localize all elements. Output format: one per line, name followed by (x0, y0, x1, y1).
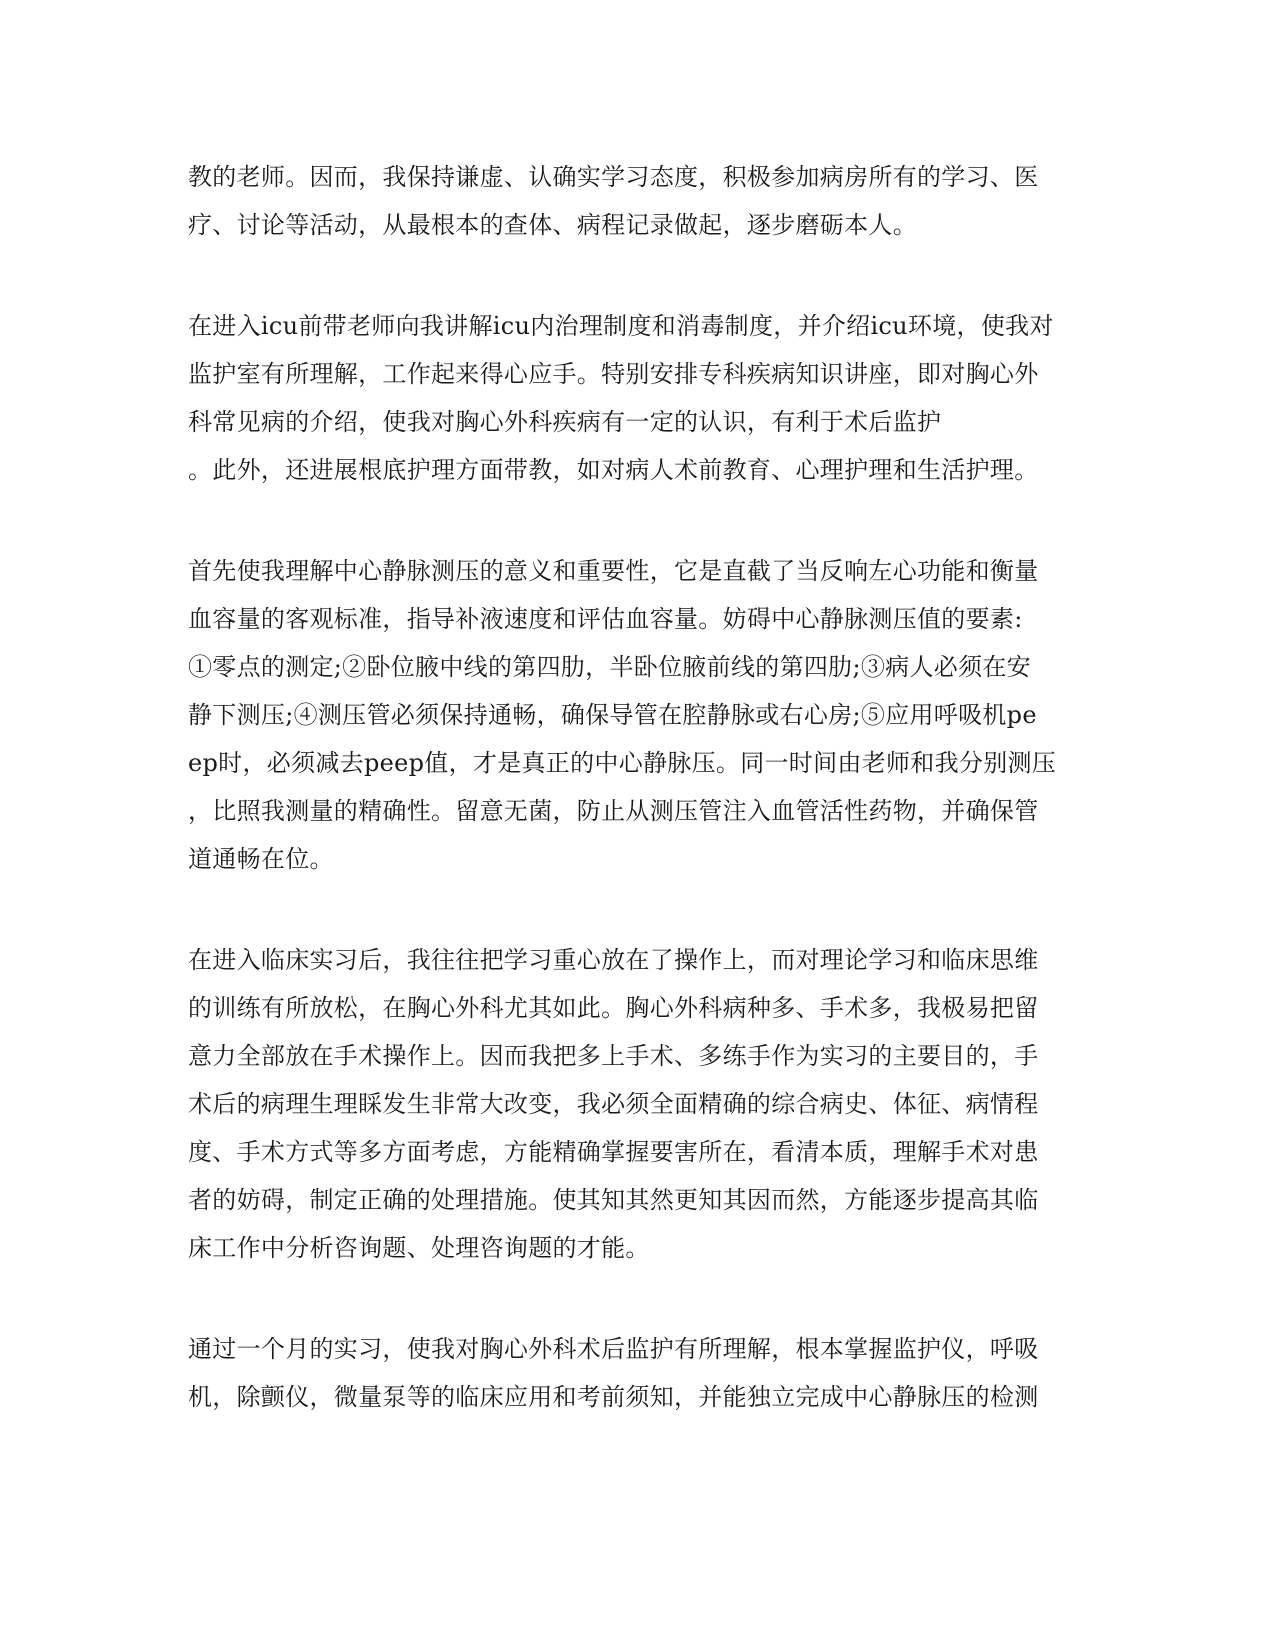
text-line: 道通畅在位。 (188, 845, 334, 873)
paragraph-1 (188, 153, 1088, 249)
text-line: 。此外，还进展根底护理方面带教，如对病人术前教育、心理护理和生活护理。 (188, 456, 1039, 484)
text-line: 首先使我理解中心静脉测压的意义和重要性，它是直截了当反响左心功能和衡量 (188, 557, 1039, 585)
text-line: 疗、讨论等活动，从最根本的查体、病程记录做起，逐步磨砺本人。 (188, 211, 917, 239)
text-line: 在进入icu前带老师向我讲解icu内治理制度和消毒制度，并介绍icu环境，使我对 (188, 312, 1054, 340)
text-line: ep时，必须减去peep值，才是真正的中心静脉压。同一时间由老师和我分别测压 (188, 749, 1057, 777)
text-line: 者的妨碍，制定正确的处理措施。使其知其然更知其因而然，方能逐步提高其临 (188, 1186, 1039, 1214)
text-line: ①零点的测定;②卧位腋中线的第四肋，半卧位腋前线的第四肋;③病人必须在安 (188, 653, 1031, 681)
paragraph-4 (188, 936, 1088, 1272)
text-line: 术后的病理生理睬发生非常大改变，我必须全面精确的综合病史、体征、病情程 (188, 1090, 1039, 1118)
text-line: ，比照我测量的精确性。留意无菌，防止从测压管注入血管活性药物，并确保管 (188, 797, 1039, 825)
text-line: 通过一个月的实习，使我对胸心外科术后监护有所理解，根本掌握监护仪，呼吸 (188, 1335, 1039, 1363)
text-line: 意力全部放在手术操作上。因而我把多上手术、多练手作为实习的主要目的，手 (188, 1042, 1039, 1070)
text-line: 科常见病的介绍，使我对胸心外科疾病有一定的认识，有利于术后监护 (188, 408, 942, 436)
text-line: 在进入临床实习后，我往往把学习重心放在了操作上，而对理论学习和临床思维 (188, 946, 1039, 974)
text-line: 教的老师。因而，我保持谦虚、认确实学习态度，积极参加病房所有的学习、医 (188, 163, 1039, 191)
paragraph-2 (188, 302, 1088, 494)
text-line: 的训练有所放松，在胸心外科尤其如此。胸心外科病种多、手术多，我极易把留 (188, 994, 1039, 1022)
text-line: 度、手术方式等多方面考虑，方能精确掌握要害所在，看清本质，理解手术对患 (188, 1138, 1039, 1166)
paragraph-5 (188, 1325, 1088, 1421)
paragraph-3 (188, 547, 1088, 883)
text-line: 血容量的客观标准，指导补液速度和评估血容量。妨碍中心静脉测压值的要素: (188, 605, 1023, 633)
text-line: 监护室有所理解，工作起来得心应手。特别安排专科疾病知识讲座，即对胸心外 (188, 360, 1039, 388)
text-line: 静下测压;④测压管必须保持通畅，确保导管在腔静脉或右心房;⑤应用呼吸机pe (188, 701, 1037, 729)
text-line: 机，除颤仪，微量泵等的临床应用和考前须知，并能独立完成中心静脉压的检测 (188, 1383, 1039, 1411)
text-line: 床工作中分析咨询题、处理咨询题的才能。 (188, 1234, 650, 1262)
